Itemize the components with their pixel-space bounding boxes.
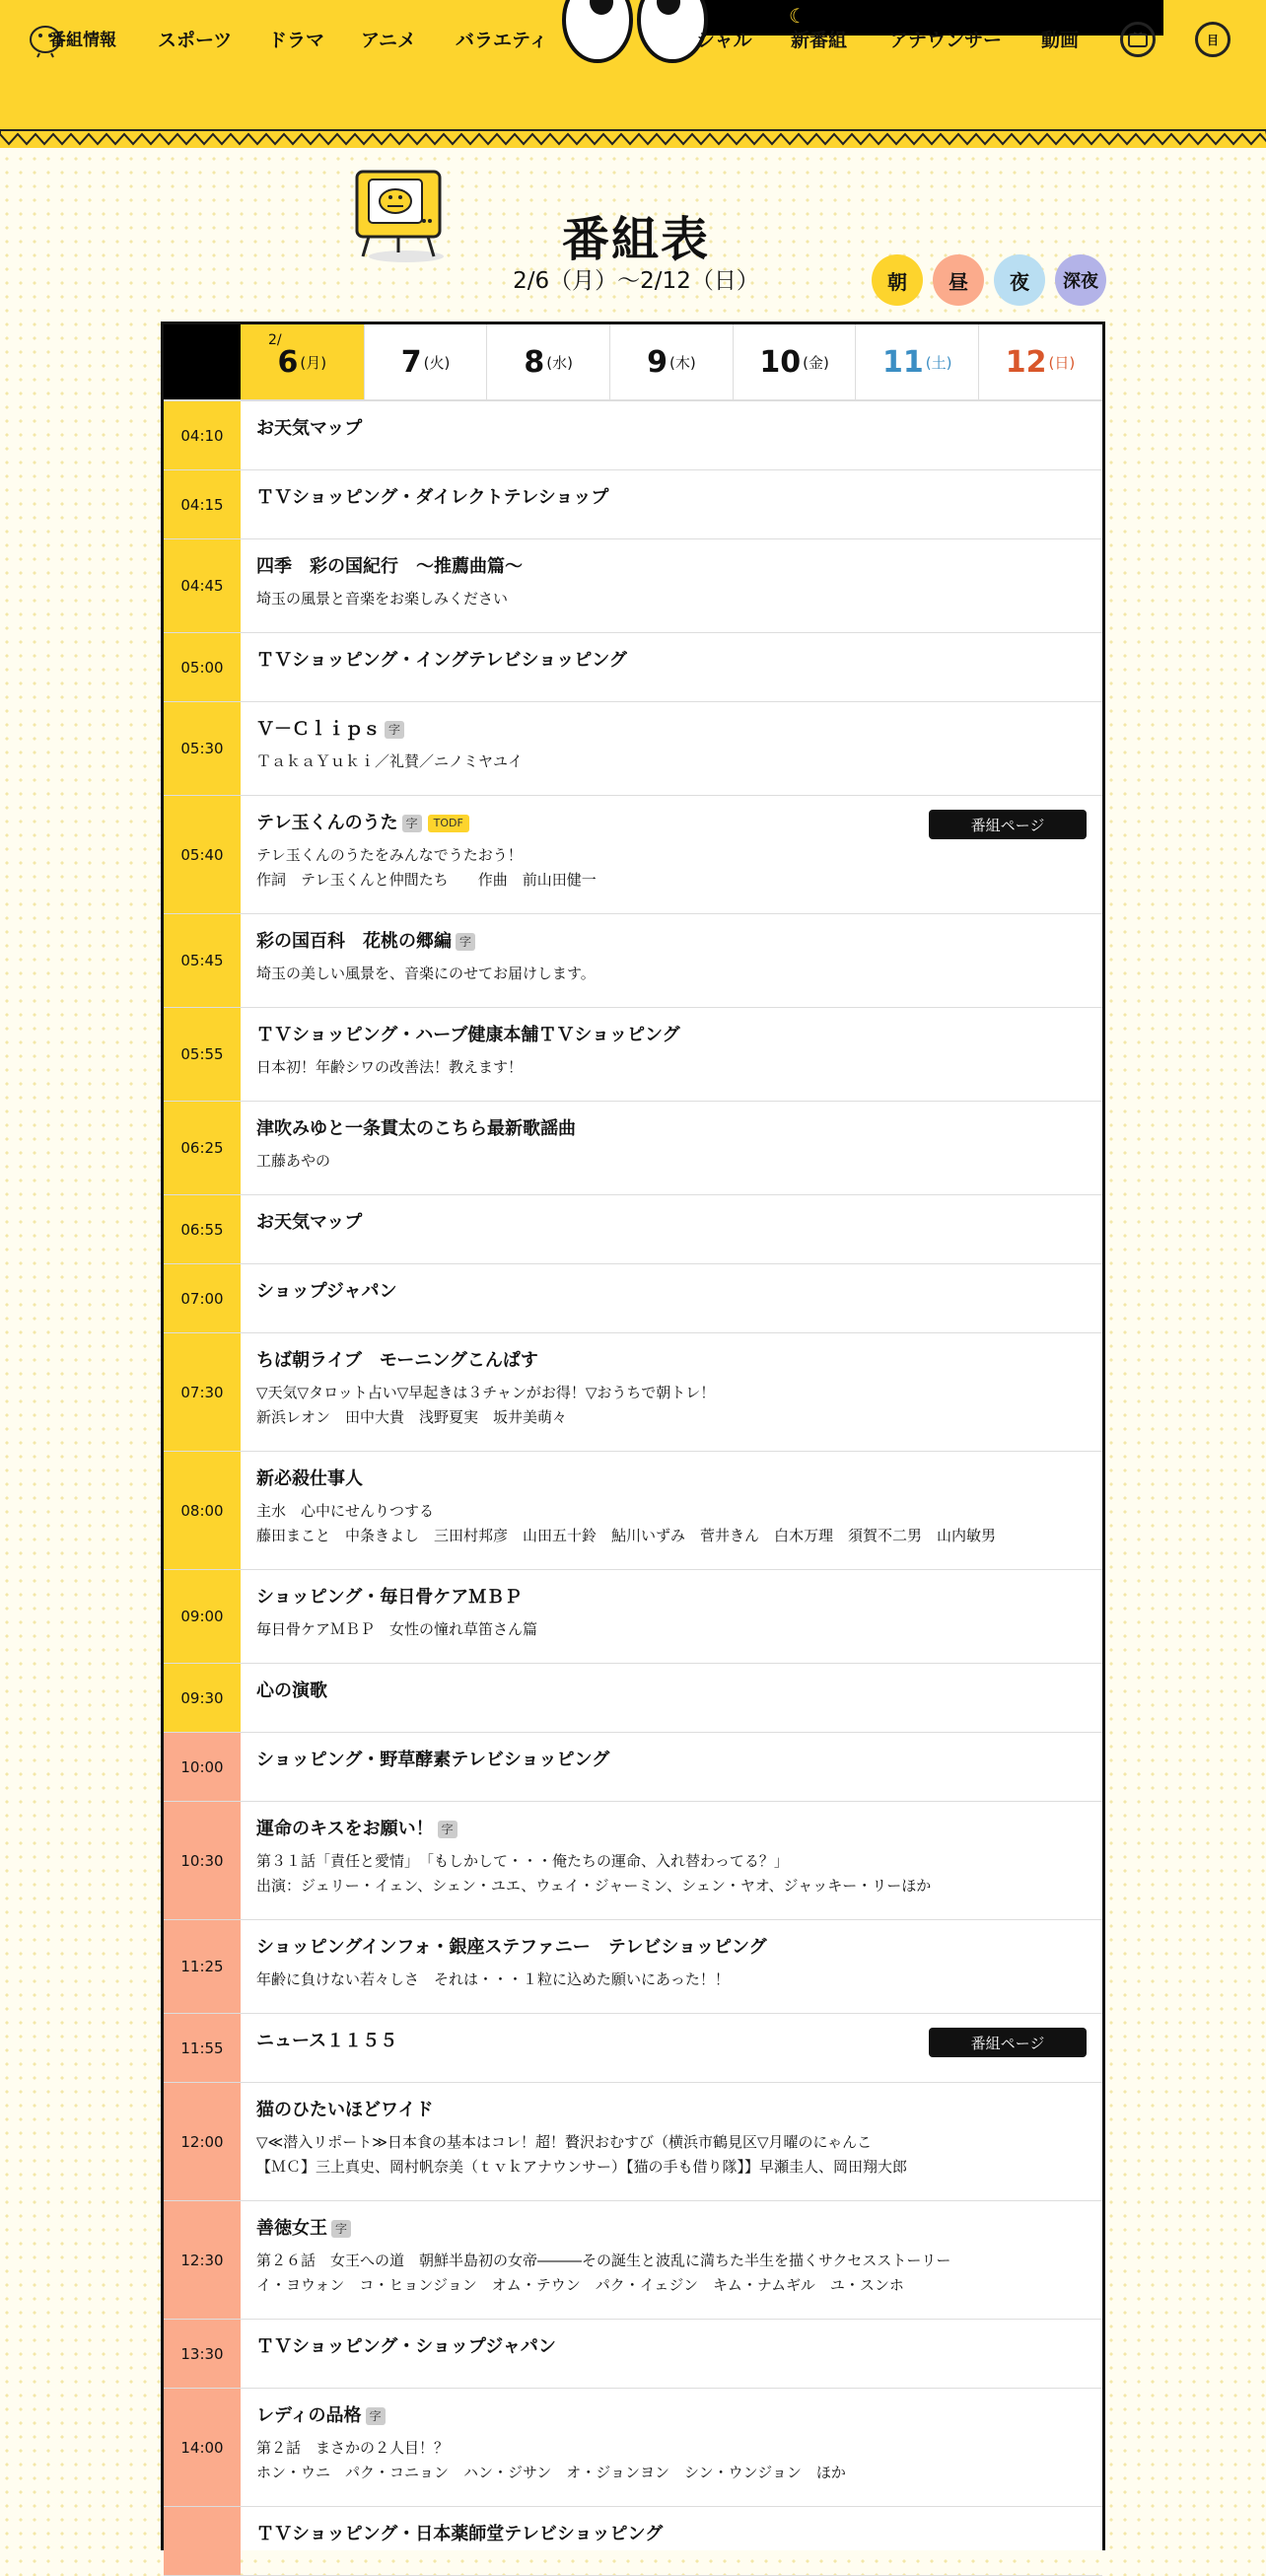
site-header [0,0,1266,148]
program-title-text: お天気マップ [256,1212,363,1233]
program-time: 09:30 [164,1664,241,1732]
program-body [241,470,1102,538]
program-title[interactable] [256,1211,1087,1235]
program-time: 05:55 [164,1008,241,1101]
program-title[interactable] [256,1680,1087,1703]
subtitle-badge: 字 [438,1821,457,1838]
program-row[interactable] [164,1733,1102,1802]
day-tab-thu[interactable] [609,324,733,399]
day-tab-fri[interactable] [733,324,856,399]
program-list [164,401,1102,2576]
program-title[interactable] [256,1749,1087,1772]
program-title[interactable] [256,649,1087,673]
program-title[interactable] [256,718,1087,742]
program-time: 04:45 [164,539,241,632]
program-description: 埼玉の美しい風景を、音楽にのせてお届けします。 [256,965,596,982]
program-description: 毎日骨ケアＭＢＰ 女性の憧れ草笛さん篇 [256,1620,538,1638]
program-row[interactable] [164,914,1102,1008]
program-title-text: ショッピングインフォ・銀座ステファニー テレビショッピング [256,1937,767,1958]
subtitle-badge: 字 [456,933,475,951]
program-time: 12:30 [164,2201,241,2319]
program-title[interactable] [256,1117,1087,1141]
program-time: 13:30 [164,2320,241,2388]
program-body [241,1333,1102,1451]
program-description: 第３１話「責任と愛情」 「もしかして・・・俺たちの運命、入れ替わってる？」 出演：ジェリー・イェン、シェン・ユエ、ウェイ・ジャーミン、シェン・ヤオ、ジャッキー・リーほか [256,1852,932,1895]
program-time: 07:00 [164,1264,241,1332]
program-body [241,2201,1102,2319]
nav-item-video[interactable]: 動画 [1041,30,1080,51]
program-title[interactable] [256,1467,1087,1491]
program-body [241,702,1102,795]
program-title[interactable] [256,2404,1087,2428]
program-title-text: 猫のひたいほどワイド [256,2100,434,2120]
program-title-text: ＴＶショッピング・日本薬師堂テレビショッピング [256,2524,664,2544]
program-body [241,401,1102,469]
tv-guide-icon[interactable] [1120,22,1156,57]
program-description: ▽天気▽タロット占い▽早起きは３チャンがお得！▽おうちで朝トレ！ 新浜レオン 田中大貴 浅野夏実 坂井美萌々 [256,1384,716,1426]
day-number: 6 [277,344,299,380]
page-title: 番組表 [561,212,710,267]
program-time: 11:25 [164,1920,241,2013]
day-tab-tue[interactable] [364,324,487,399]
program-time: 05:30 [164,702,241,795]
program-page-button[interactable]: 番組ページ [929,2028,1087,2057]
program-body [241,2014,1102,2082]
program-time: 06:25 [164,1102,241,1194]
program-time: 05:45 [164,914,241,1007]
program-row[interactable] [164,1333,1102,1452]
program-body [241,2083,1102,2200]
program-page-button[interactable]: 番組ページ [929,810,1087,839]
program-body [241,633,1102,701]
program-row[interactable] [164,2014,1102,2083]
program-description: テレ玉くんのうたをみんなでうたおう！ 作詞 テレ玉くんと仲間たち 作曲 前山田健一 [256,846,597,889]
time-button-late-night-label: 深夜 [1063,271,1098,292]
app-icon-label: 目 [1206,33,1219,47]
time-button-noon[interactable] [933,254,984,306]
program-time: 08:00 [164,1452,241,1569]
nav-item-special[interactable]: シャル [696,30,752,51]
program-time: 09:00 [164,1570,241,1663]
program-body [241,1570,1102,1663]
program-body [241,2507,1102,2575]
subtitle-badge: 字 [402,815,422,832]
program-title[interactable] [256,1280,1087,1304]
time-button-night[interactable] [994,254,1045,306]
program-time: 10:00 [164,1733,241,1801]
day-number: 8 [524,344,545,380]
logo-text: 番組情報 [49,31,116,50]
program-title-text: 新必殺仕事人 [256,1468,363,1489]
program-description: 主水 心中にせんりつする 藤田まこと 中条きよし 三田村邦彦 山田五十鈴 鮎川いずみ 菅井きん 白木万理 須賀不二男 山内敏男 [256,1502,997,1544]
site-logo[interactable] [28,14,126,59]
todf-badge: TODF [428,815,469,832]
program-time: 04:10 [164,401,241,469]
time-button-morning[interactable] [872,254,923,306]
program-title[interactable] [256,1936,1087,1960]
day-weekday: (木) [668,353,696,372]
program-row[interactable] [164,1570,1102,1664]
program-title[interactable] [256,1818,1087,1841]
program-title-text: Ｖ－Ｃｌｉｐｓ [256,719,381,740]
program-title-text: ＴＶショッピング・イングテレビショッピング [256,650,627,671]
program-title-text: 四季 彩の国紀行 ～推薦曲篇～ [256,556,523,577]
program-row[interactable] [164,2507,1102,2576]
program-row[interactable] [164,539,1102,633]
day-weekday: (土) [925,353,952,372]
program-title-text: ショッピング・毎日骨ケアＭＢＰ [256,1587,523,1608]
program-title-text: 彩の国百科 花桃の郷編 [256,931,452,952]
program-title[interactable] [256,2335,1087,2359]
program-description: 埼玉の風景と音楽をお楽しみください [256,590,509,608]
program-description: 工藤あやの [256,1152,331,1170]
global-nav [0,0,1266,79]
program-title-text: 運命のキスをお願い！ [256,1819,434,1839]
program-title[interactable] [256,2099,1087,2122]
program-title-text: 心の演歌 [256,1681,327,1701]
program-title[interactable] [256,417,1087,441]
program-description: ▽≪潜入リポート≫日本食の基本はコレ！超！贅沢おむすび（横浜市鶴見区▽月曜のにゃんこ 【ＭＣ】三上真史、岡村帆奈美（ｔｖｋアナウンサー）【猫の手も借り隊】】早瀬圭人、岡田翔大郎 [256,2133,908,2176]
day-tab-sun[interactable] [978,324,1101,399]
time-button-late-night[interactable] [1055,254,1106,306]
program-time: 04:15 [164,470,241,538]
time-button-morning-label: 朝 [887,269,907,294]
program-row[interactable] [164,1802,1102,1920]
day-weekday: (月) [300,353,327,372]
program-time: 12:00 [164,2083,241,2200]
program-title[interactable] [256,930,1087,954]
program-title-text: 津吹みゆと一条貫太のこちら最新歌謡曲 [256,1118,576,1139]
program-row[interactable] [164,1664,1102,1733]
program-description: ＴａｋａＹｕｋｉ／礼賛／ニノミヤユイ [256,752,524,770]
tv-mascot-icon [347,166,450,264]
program-body [241,1264,1102,1332]
program-schedule [161,322,1105,2550]
program-time [164,2507,241,2575]
program-time: 05:40 [164,796,241,913]
day-number: 10 [759,344,802,380]
program-time: 07:30 [164,1333,241,1451]
day-tab-sat[interactable] [855,324,978,399]
program-row[interactable] [164,702,1102,796]
program-row[interactable] [164,1452,1102,1570]
program-title-text: レディの品格 [256,2405,362,2426]
nav-item-new-programs[interactable]: 新番組 [791,30,848,51]
program-title[interactable] [256,486,1087,510]
subtitle-badge: 字 [385,721,404,739]
day-weekday: (火) [423,353,451,372]
program-body [241,1664,1102,1732]
program-time: 14:00 [164,2389,241,2506]
program-row[interactable] [164,2320,1102,2389]
subtitle-badge: 字 [331,2220,351,2238]
program-body [241,1452,1102,1569]
program-title-text: お天気マップ [256,418,363,439]
program-row[interactable] [164,1102,1102,1195]
program-row[interactable] [164,470,1102,539]
nav-item-variety[interactable]: バラエティ [456,30,548,51]
program-time: 05:00 [164,633,241,701]
program-title-text: ニュース１１５５ [256,2031,398,2051]
program-title[interactable] [256,1349,1087,1373]
program-body [241,1008,1102,1101]
program-row[interactable] [164,2201,1102,2320]
program-row[interactable] [164,1920,1102,2014]
nav-item-drama[interactable]: ドラマ [268,30,325,51]
program-title[interactable] [256,1586,1087,1610]
app-icon[interactable] [1195,22,1231,57]
program-title-text: ちば朝ライブ モーニングこんぱす [256,1350,538,1371]
program-body [241,914,1102,1007]
day-header-corner [164,324,241,399]
moon-icon: ☾ [789,4,807,28]
day-weekday: (日) [1048,353,1076,372]
program-title-text: ＴＶショッピング・ハーブ健康本舗ＴＶショッピング [256,1025,680,1045]
subtitle-badge: 字 [366,2407,386,2425]
day-weekday: (金) [803,353,829,372]
program-body [241,1195,1102,1263]
program-description: 日本初！年齢シワの改善法！教えます！ [256,1058,524,1076]
program-title[interactable] [256,2523,1087,2546]
program-title-text: ＴＶショッピング・ダイレクトテレショップ [256,487,609,508]
program-body [241,796,1102,913]
day-number: 12 [1005,344,1047,380]
program-body [241,2389,1102,2506]
program-body [241,539,1102,632]
program-time: 06:55 [164,1195,241,1263]
day-weekday: (水) [546,353,574,372]
day-tab-wed[interactable] [486,324,609,399]
program-row[interactable] [164,1264,1102,1333]
program-body [241,2320,1102,2388]
nav-item-announcer[interactable]: アナウンサー [889,30,1003,51]
program-body [241,1802,1102,1919]
program-title-text: テレ玉くんのうた [256,813,398,833]
mascot-eyes-icon [560,0,710,65]
program-title-text: 善徳女王 [256,2218,327,2239]
day-tabs [164,324,1102,401]
program-row[interactable] [164,633,1102,702]
program-row[interactable] [164,1195,1102,1264]
program-time: 10:30 [164,1802,241,1919]
nav-item-sports[interactable]: スポーツ [158,30,233,51]
program-body [241,1733,1102,1801]
program-title[interactable] [256,2217,1087,2241]
program-row[interactable] [164,401,1102,470]
program-row[interactable] [164,2389,1102,2507]
program-row[interactable] [164,2083,1102,2201]
time-button-noon-label: 昼 [949,269,968,294]
program-title-text: ショッピング・野草酵素テレビショッピング [256,1750,610,1770]
time-button-night-label: 夜 [1010,269,1029,294]
program-title[interactable] [256,1024,1087,1047]
day-month: 2/ [268,332,282,348]
program-description: 第２話 まさかの２人目！？ ホン・ウニ パク・コニョン ハン・ジサン オ・ジョンヨン シン・ウンジョン ほか [256,2439,846,2481]
program-description: 第２６話 女王への道 朝鮮半島初の女帝―――その誕生と波乱に満ちた半生を描くサクセスストーリー イ・ヨウォン コ・ヒョンジョン オム・テウン パク・イェジン キム・ナムギル ユ・スンホ [256,2252,951,2294]
day-tab-mon[interactable] [241,324,364,399]
program-row[interactable] [164,1008,1102,1102]
day-number: 11 [882,344,924,380]
program-description: 年齢に負けない若々しさ それは・・・１粒に込めた願いにあった！！ [256,1970,730,1988]
program-title-text: ＴＶショッピング・ショップジャパン [256,2336,556,2357]
program-body [241,1920,1102,2013]
program-title-text: ショップジャパン [256,1281,397,1302]
day-number: 7 [400,344,422,380]
nav-item-anime[interactable]: アニメ [361,30,417,51]
program-row[interactable] [164,796,1102,914]
day-number: 9 [647,344,668,380]
program-body [241,1102,1102,1194]
header-zigzag-edge [0,130,1266,154]
program-time: 11:55 [164,2014,241,2082]
date-range: 2/6（月）〜2/12（日） [513,268,759,294]
program-title[interactable] [256,555,1087,579]
